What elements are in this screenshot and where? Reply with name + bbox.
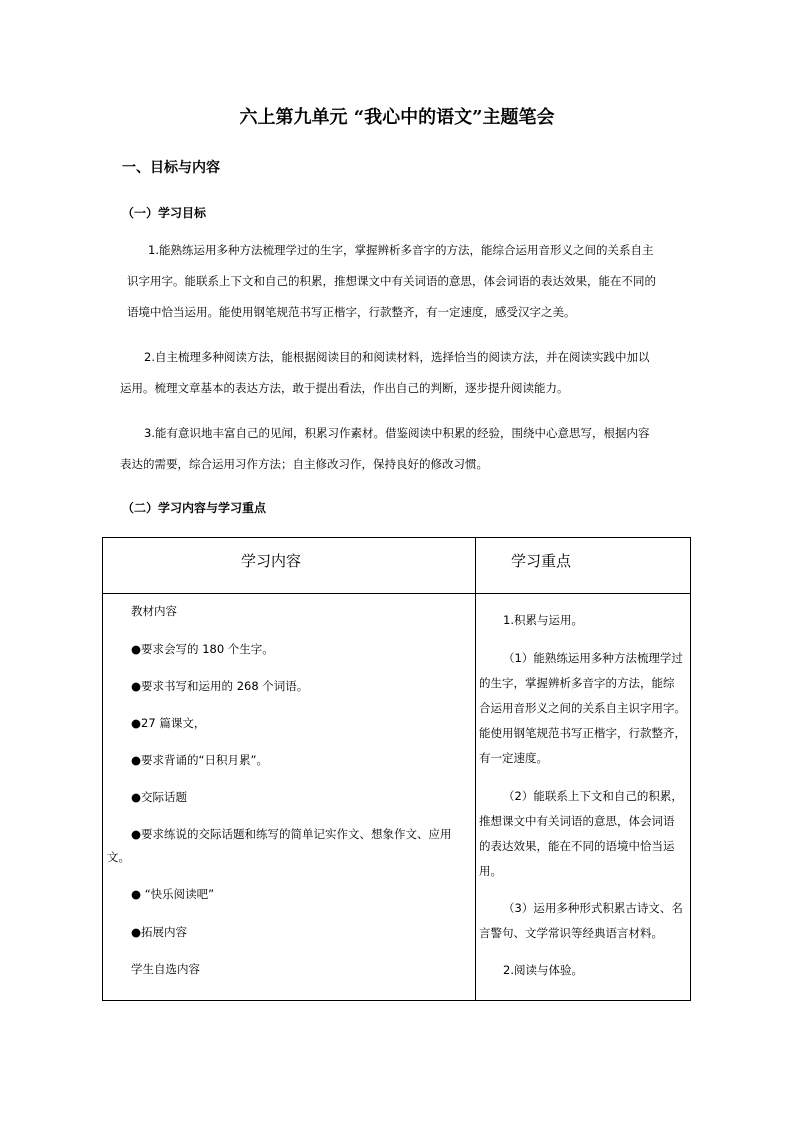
focus-item-3-line-2: 言警句、文学常识等经典语言材料。 [479,926,663,940]
goal-2-line-1: 2.自主梳理多种阅读方法，能根据阅读目的和阅读材料，选择恰当的阅读方法，并在阅读实践中加以 [144,350,650,364]
table-header-focus: 学习重点 [511,552,572,570]
focus-item-1-line-2: 的生字，掌握辨析多音字的方法，能综 [479,676,675,690]
focus-item-3-line-1: （3）运用多种形式积累古诗文、名 [503,901,683,915]
content-line-writing-1: ●要求练说的交际话题和练写的简单记实作文、想象作文、应用 [131,827,452,841]
focus-item-2-line-2: 推想课文中有关词语的意思，体会词语 [479,814,675,828]
content-line-communication: ●交际话题 [131,790,188,804]
goal-2-line-2: 运用。梳理文章基本的表达方法，敢于提出看法，作出自己的判断，逐步提升阅读能力。 [120,381,569,395]
goal-3-line-2: 表达的需要，综合运用习作方法；自主修改习作，保持良好的修改习惯。 [120,457,488,471]
content-line-happy-reading: ● “快乐阅读吧” [131,887,215,901]
content-line-recitation: ●要求背诵的“日积月累”。 [131,753,268,767]
table-column-divider [475,538,476,1000]
content-line-words: ●要求书写和运用的 268 个词语。 [131,679,309,693]
content-line-writing-2: 文。 [107,850,130,864]
content-line-extension: ●拓展内容 [131,925,188,939]
subheading-learning-goals: （一）学习目标 [122,206,207,220]
section-heading-goals-content: 一、目标与内容 [122,160,220,176]
focus-item-1-line-1: （1）能熟练运用多种方法梳理学过 [503,651,683,665]
focus-item-1-line-3: 合运用音形义之间的关系自主识字用字。 [479,701,686,715]
content-line-texts: ●27 篇课文， [131,716,206,730]
subheading-content-focus: （二）学习内容与学习重点 [122,501,267,515]
focus-item-2-line-4: 用。 [479,864,502,878]
table-header-divider [103,593,690,594]
table-header-content: 学习内容 [241,552,302,570]
focus-item-1-line-5: 有一定速度。 [479,751,548,765]
goal-1-line-3: 语境中恰当运用。能使用钢笔规范书写正楷字，行款整齐，有一定速度，感受汉字之美。 [127,305,576,319]
goal-1-line-1: 1.能熟练运用多种方法梳理学过的生字，掌握辨析多音字的方法，能综合运用音形义之间的关系自主 [148,243,654,257]
goal-1-line-2: 识字用字。能联系上下文和自己的积累，推想课文中有关词语的意思，体会词语的表达效果，能在不同的 [127,274,656,288]
focus-line-reading: 2.阅读与体验。 [503,963,583,977]
focus-item-1-line-4: 能使用钢笔规范书写正楷字，行款整齐， [479,726,686,740]
focus-line-accumulation: 1.积累与运用。 [503,613,583,627]
goal-3-line-1: 3.能有意识地丰富自己的见闻，积累习作素材。借鉴阅读中积累的经验，围绕中心意思写，根据内容 [144,426,650,440]
content-line-textbook: 教材内容 [131,604,177,618]
focus-item-2-line-1: （2）能联系上下文和自己的积累， [503,789,683,803]
content-line-characters: ●要求会写的 180 个生字。 [131,642,274,656]
focus-item-2-line-3: 的表达效果，能在不同的语境中恰当运 [479,839,675,853]
content-focus-table [102,537,691,1001]
page-title: 六上第九单元 “我心中的语文”主题笔会 [239,107,555,128]
content-line-self-selected: 学生自选内容 [131,962,200,976]
